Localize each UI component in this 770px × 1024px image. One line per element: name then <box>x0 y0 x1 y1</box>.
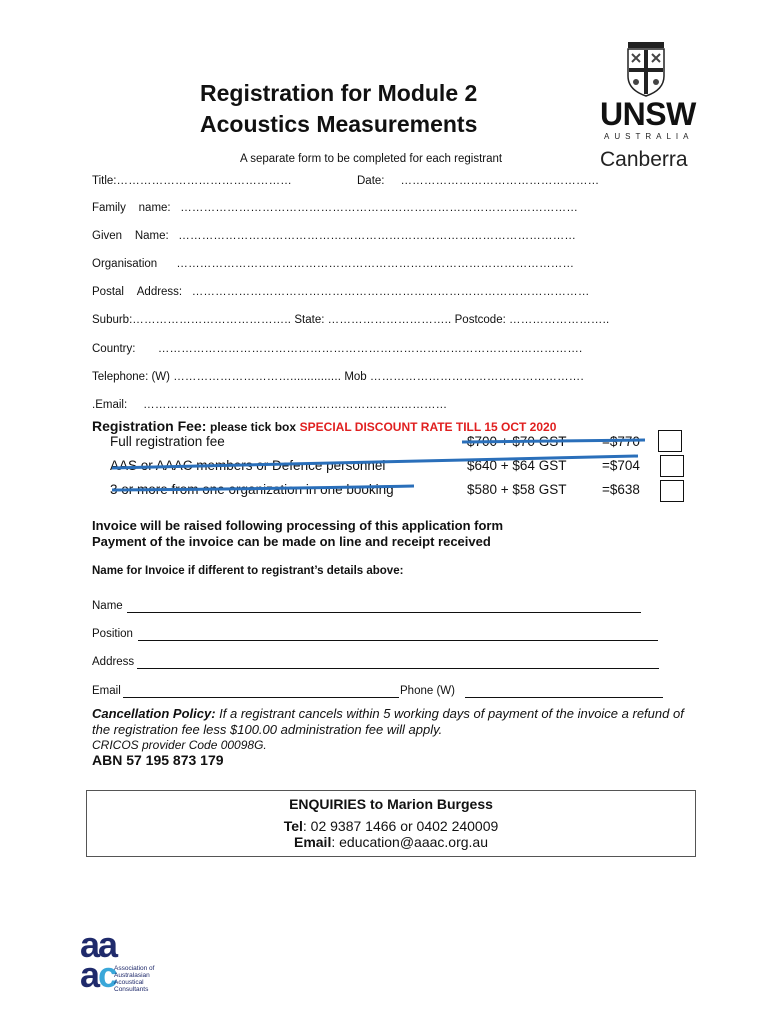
invoice-name-heading: Name for Invoice if different to registrant’s details above: <box>92 565 404 577</box>
abn-number: ABN 57 195 873 179 <box>92 752 224 768</box>
suburb-dots: ………………………………….. <box>132 314 292 326</box>
strike-line-members <box>112 456 638 468</box>
postal-label-2: Address: <box>136 286 183 298</box>
invoice-line-1: Invoice will be raised following processing of this application form <box>92 518 504 533</box>
fee-heading-instruction: please tick box <box>209 420 297 434</box>
date-label: Date: <box>357 175 385 187</box>
given-label-2: Name: <box>134 230 169 242</box>
aaac-letter-c: c <box>98 954 117 995</box>
unsw-wordmark: UNSW <box>600 96 696 132</box>
fee-heading-label: Registration Fee: <box>92 418 207 434</box>
aaac-letters-bottom <box>80 954 117 995</box>
telephone-label: Telephone: (W) <box>92 371 170 383</box>
invoice-phone-field[interactable] <box>400 685 455 697</box>
given-label: Given <box>92 230 123 242</box>
fee-row-price: $580 + $58 GST <box>467 482 567 497</box>
organisation-label: Organisation <box>92 258 158 270</box>
enquiries-title: ENQUIRIES to Marion Burgess <box>289 796 493 812</box>
aaac-name-line-2: Australasian <box>114 972 150 979</box>
invoice-position-field[interactable] <box>92 628 133 640</box>
fee-row-price: $700 + $70 GST <box>467 434 567 449</box>
country-dots: ………………………………………………………………………………………………. <box>157 343 583 355</box>
invoice-address-label: Address <box>92 656 135 668</box>
invoice-email-label: Email <box>92 685 121 697</box>
enquiries-tel <box>87 818 695 834</box>
family-dots: ………………………………………………………………………………………… <box>180 202 579 214</box>
invoice-email-line[interactable] <box>123 697 399 698</box>
fee-row-label: AAS or AAAC members or Defence personnel <box>110 458 386 473</box>
invoice-name-label: Name <box>92 600 123 612</box>
title-dots: ……………………………………… <box>116 175 292 187</box>
invoice-address-field[interactable] <box>92 656 134 668</box>
enquiries-email <box>87 834 695 850</box>
aaac-name-line-4: Consultants <box>114 986 149 993</box>
unsw-country: AUSTRALIA <box>604 132 694 141</box>
aaac-name-line-3: Acoustical <box>114 979 144 986</box>
family-label-2: name: <box>138 202 171 214</box>
state-dots: ………………………….. <box>327 314 452 326</box>
postal-label: Postal <box>92 286 124 298</box>
invoice-phone-line[interactable] <box>465 697 663 698</box>
telephone-dots: …………………………............... <box>173 371 342 383</box>
fee-row-label: 3 or more from one organization in one booking <box>110 482 394 497</box>
strike-line-full-fee <box>462 440 645 442</box>
mob-label: Mob <box>344 371 367 383</box>
invoice-name-line[interactable] <box>127 612 641 613</box>
invoice-name-field[interactable] <box>92 600 123 612</box>
fee-row-price: $640 + $64 GST <box>467 458 567 473</box>
enquiries-email-label: Email <box>293 834 332 850</box>
email-label: .Email: <box>92 399 128 411</box>
aaac-name <box>114 965 154 993</box>
aaac-logo <box>80 924 210 997</box>
invoice-email-field[interactable] <box>92 685 121 697</box>
invoice-address-line[interactable] <box>137 668 659 669</box>
cancellation-policy <box>92 706 692 738</box>
cancellation-policy-label: Cancellation Policy: <box>92 706 216 721</box>
unsw-campus: Canberra <box>600 148 688 171</box>
strike-line-group <box>112 486 414 490</box>
invoice-position-line[interactable] <box>138 640 658 641</box>
enquiries-tel-label: Tel <box>283 818 303 834</box>
postal-dots: ………………………………………………………………………………………… <box>191 286 590 298</box>
mob-dots: ………………………………………………. <box>369 371 584 383</box>
aaac-letters-top: aa <box>80 924 117 965</box>
country-label: Country: <box>92 343 136 355</box>
fee-row-label: Full registration fee <box>110 434 225 449</box>
given-dots: ………………………………………………………………………………………… <box>178 230 577 242</box>
form-subtitle: A separate form to be completed for each registrant <box>240 153 503 165</box>
fee-row-total: =$638 <box>602 482 640 497</box>
aaac-name-line-1: Association of <box>114 965 155 972</box>
cancellation-policy-text: If a registrant cancels within 5 working days of payment of the invoice a refund of the registration fee less $100.00 administration fee will apply. <box>92 706 684 737</box>
state-label: State: <box>294 314 325 326</box>
postcode-label: Postcode: <box>454 314 506 326</box>
title-label: Title: <box>92 175 117 187</box>
fee-row-total: =$704 <box>602 458 640 473</box>
title-line-2: Acoustics Measurements <box>200 111 478 137</box>
invoice-phone-label: Phone (W) <box>400 685 455 697</box>
family-label: Family <box>92 202 126 214</box>
email-dots: …………………………………………………………………… <box>143 399 448 411</box>
enquiries-tel-value: : 02 9387 1466 or 0402 240009 <box>302 818 499 834</box>
special-discount-note: SPECIAL DISCOUNT RATE TILL 15 OCT 2020 <box>299 420 557 434</box>
title-line-1: Registration for Module 2 <box>200 80 478 106</box>
fee-row-total: =$770 <box>602 434 640 449</box>
aaac-letter-a: a <box>80 954 99 995</box>
date-dots: …………………………………………… <box>400 175 600 187</box>
cricos-code: CRICOS provider Code 00098G. <box>92 738 267 752</box>
enquiries-box <box>86 790 696 857</box>
invoice-line-2: Payment of the invoice can be made on line and receipt received <box>92 534 491 549</box>
postcode-dots: …………………….. <box>509 314 610 326</box>
suburb-label: Suburb: <box>92 314 133 326</box>
enquiries-email-value: : education@aaac.org.au <box>331 834 488 850</box>
invoice-position-label: Position <box>92 628 133 640</box>
organisation-dots: ………………………………………………………………………………………… <box>176 258 575 270</box>
